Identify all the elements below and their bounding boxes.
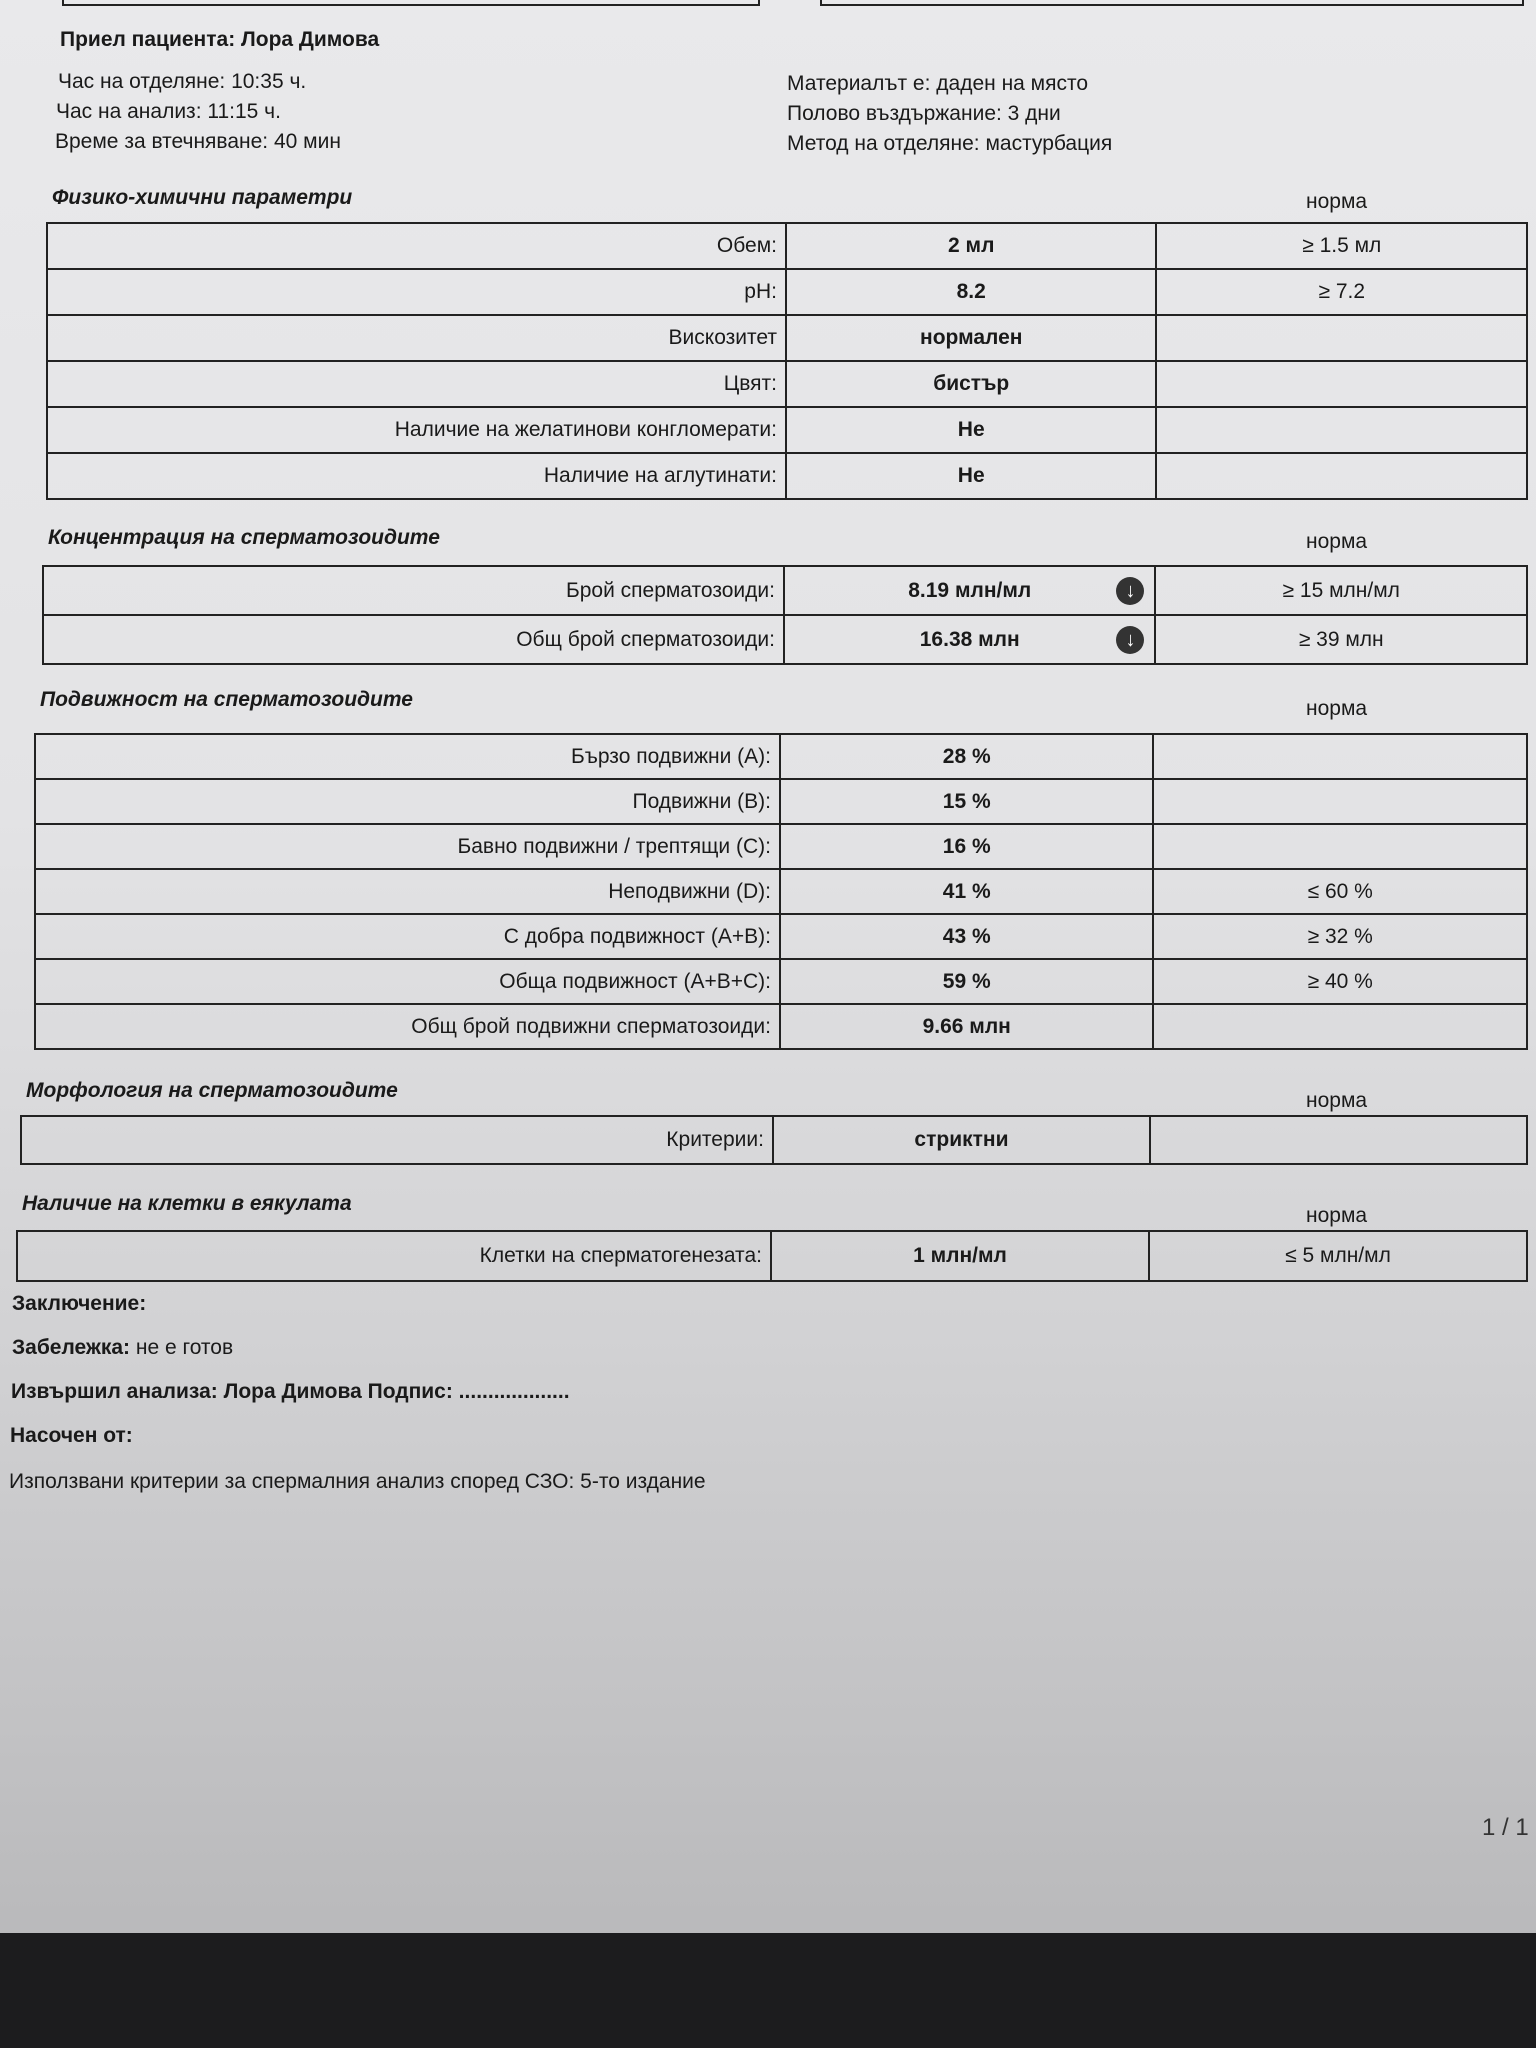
- received-by: Приел пациента: Лора Димова: [60, 28, 380, 51]
- top-box-left: [62, 0, 760, 6]
- norm-header: норма: [1306, 697, 1368, 720]
- row-label: [35, 824, 780, 869]
- row-norm-text: ≥ 32 %: [1307, 924, 1373, 948]
- row-label: [47, 315, 786, 361]
- page-number: 1 / 1: [1482, 1814, 1529, 1841]
- row-value: [780, 869, 1154, 914]
- norm-header: норма: [1306, 1204, 1368, 1227]
- row-label: [35, 734, 780, 779]
- row-norm: [1153, 824, 1527, 869]
- row-label: [35, 779, 780, 824]
- table-row: [47, 315, 1527, 361]
- row-norm: [1156, 315, 1527, 361]
- results-table: [42, 565, 1528, 665]
- row-label: [47, 453, 786, 499]
- row-label: [43, 615, 784, 664]
- table-row: [21, 1116, 1527, 1164]
- conclusion-label: Заключение:: [12, 1292, 147, 1315]
- row-label: [47, 407, 786, 453]
- row-label: [35, 869, 780, 914]
- table-row: [35, 824, 1527, 869]
- row-label-text: Наличие на желатинови конгломерати:: [394, 418, 777, 441]
- criteria-note: Използвани критерии за спермалния анализ според СЗО: 5-то издание: [9, 1470, 706, 1493]
- row-label-text: Брой сперматозоиди:: [565, 578, 775, 602]
- row-value-text: 1 млн/мл: [913, 1244, 1007, 1267]
- row-value-text: 16 %: [942, 834, 991, 858]
- row-norm: [1155, 615, 1527, 664]
- row-value-text: 43 %: [942, 924, 991, 948]
- liquefaction-time: Време за втечняване: 40 мин: [55, 130, 341, 153]
- row-norm: [1156, 223, 1527, 269]
- section-title: Наличие на клетки в еякулата: [22, 1192, 352, 1215]
- row-value: [780, 824, 1154, 869]
- row-label-text: Обем:: [716, 234, 777, 257]
- row-value: [784, 615, 1156, 664]
- row-label-text: Бързо подвижни (A):: [570, 744, 771, 768]
- row-norm: [1153, 1004, 1527, 1049]
- row-value: [786, 269, 1157, 315]
- row-label-text: Цвят:: [723, 372, 777, 395]
- note-label: Забележка:: [12, 1336, 131, 1359]
- table-row: [35, 1004, 1527, 1049]
- row-label: [47, 223, 786, 269]
- row-label-text: Наличие на аглутинати:: [543, 464, 777, 487]
- dark-background: [0, 1933, 1536, 2048]
- row-value-text: 8.19 млн/мл: [908, 578, 1032, 602]
- arrow-down-icon: ↓: [1116, 577, 1144, 605]
- material-origin: Материалът е: даден на място: [787, 72, 1089, 95]
- row-norm-text: ≥ 7.2: [1318, 280, 1366, 303]
- row-value-text: 2 мл: [948, 234, 995, 257]
- row-norm: [1156, 269, 1527, 315]
- row-value-text: 8.2: [956, 280, 986, 303]
- collection-method: Метод на отделяне: мастурбация: [787, 132, 1113, 155]
- table-row: [35, 959, 1527, 1004]
- row-value: [780, 779, 1154, 824]
- row-label-text: Вискозитет: [668, 326, 777, 349]
- arrow-down-icon: ↓: [1116, 626, 1144, 654]
- row-value: [786, 361, 1157, 407]
- table-row: [35, 734, 1527, 779]
- row-value-text: 16.38 млн: [919, 627, 1020, 651]
- row-label-text: Бавно подвижни / трептящи (C):: [457, 834, 771, 858]
- norm-header: норма: [1306, 530, 1368, 553]
- row-value-text: 15 %: [942, 789, 991, 813]
- row-norm: [1153, 914, 1527, 959]
- section-title: Морфология на сперматозоидите: [26, 1079, 398, 1102]
- row-label: [35, 914, 780, 959]
- row-value-text: 59 %: [942, 969, 991, 993]
- row-value: [780, 914, 1154, 959]
- separation-time: Час на отделяне: 10:35 ч.: [58, 70, 307, 93]
- row-value-text: стриктни: [914, 1128, 1009, 1151]
- row-label-text: Критерии:: [666, 1128, 764, 1151]
- row-value-text: нормален: [920, 326, 1023, 349]
- results-table: [34, 733, 1528, 1050]
- table-row: [35, 779, 1527, 824]
- row-norm: [1155, 566, 1527, 615]
- row-label-text: Обща подвижност (A+B+C):: [499, 969, 771, 993]
- row-value: [771, 1231, 1149, 1281]
- row-norm-text: ≥ 1.5 мл: [1302, 234, 1382, 257]
- row-label: [21, 1116, 773, 1164]
- row-label: [47, 269, 786, 315]
- row-value-text: 9.66 млн: [922, 1014, 1011, 1038]
- row-value: [786, 453, 1157, 499]
- table-row: [35, 869, 1527, 914]
- row-label-text: Общ брой сперматозоиди:: [516, 627, 775, 651]
- row-norm: [1153, 959, 1527, 1004]
- results-table: [46, 222, 1528, 500]
- row-label: [35, 1004, 780, 1049]
- row-norm: [1156, 407, 1527, 453]
- note-value: не е готов: [135, 1336, 234, 1359]
- note: [12, 1336, 233, 1360]
- row-value: [780, 959, 1154, 1004]
- row-value-text: 28 %: [942, 744, 991, 768]
- row-value: [784, 566, 1156, 615]
- row-norm-text: ≥ 15 млн/мл: [1282, 578, 1400, 602]
- row-value: [773, 1116, 1150, 1164]
- section-title: Подвижност на сперматозоидите: [40, 688, 413, 711]
- table-row: [47, 453, 1527, 499]
- row-value: [786, 315, 1157, 361]
- row-label-text: Общ брой подвижни сперматозоиди:: [411, 1014, 771, 1038]
- row-value: [780, 734, 1154, 779]
- norm-header: норма: [1306, 1089, 1368, 1112]
- row-label-text: Подвижни (B):: [632, 789, 771, 813]
- results-table: [16, 1230, 1528, 1282]
- row-label: [43, 566, 784, 615]
- performed-by: Извършил анализа: Лора Димова Подпис: ...................: [11, 1380, 570, 1403]
- results-table: [20, 1115, 1528, 1165]
- row-norm: [1153, 779, 1527, 824]
- row-norm: [1149, 1231, 1527, 1281]
- row-norm: [1153, 734, 1527, 779]
- section-title: Концентрация на сперматозоидите: [48, 526, 440, 549]
- row-value-text: 41 %: [942, 879, 991, 903]
- row-norm: [1150, 1116, 1527, 1164]
- row-norm-text: ≤ 5 млн/мл: [1285, 1244, 1391, 1267]
- row-label: [47, 361, 786, 407]
- row-value: [780, 1004, 1154, 1049]
- row-norm-text: ≥ 39 млн: [1298, 627, 1384, 651]
- row-value-text: бистър: [933, 372, 1010, 395]
- row-label-text: Неподвижни (D):: [608, 879, 771, 903]
- row-norm-text: ≥ 40 %: [1307, 969, 1373, 993]
- row-label-text: pH:: [744, 280, 777, 303]
- row-norm: [1156, 453, 1527, 499]
- row-value: [786, 407, 1157, 453]
- table-row: [43, 566, 1527, 615]
- row-value-text: Не: [957, 418, 985, 441]
- row-norm-text: ≤ 60 %: [1307, 879, 1373, 903]
- table-row: [47, 223, 1527, 269]
- table-row: [35, 914, 1527, 959]
- row-label-text: С добра подвижност (A+B):: [503, 924, 771, 948]
- top-box-right: [820, 0, 1524, 6]
- table-row: [17, 1231, 1527, 1281]
- row-value-text: Не: [957, 464, 985, 487]
- norm-header: норма: [1306, 190, 1368, 213]
- analysis-time: Час на анализ: 11:15 ч.: [56, 100, 281, 123]
- row-norm: [1153, 869, 1527, 914]
- table-row: [47, 269, 1527, 315]
- referred-by: Насочен от:: [10, 1424, 133, 1447]
- section-title: Физико-химични параметри: [52, 186, 353, 209]
- row-label-text: Клетки на сперматогенезата:: [479, 1244, 762, 1267]
- row-label: [35, 959, 780, 1004]
- row-norm: [1156, 361, 1527, 407]
- abstinence: Полово въздържание: 3 дни: [787, 102, 1061, 125]
- table-row: [47, 361, 1527, 407]
- table-row: [43, 615, 1527, 664]
- row-label: [17, 1231, 771, 1281]
- row-value: [786, 223, 1157, 269]
- table-row: [47, 407, 1527, 453]
